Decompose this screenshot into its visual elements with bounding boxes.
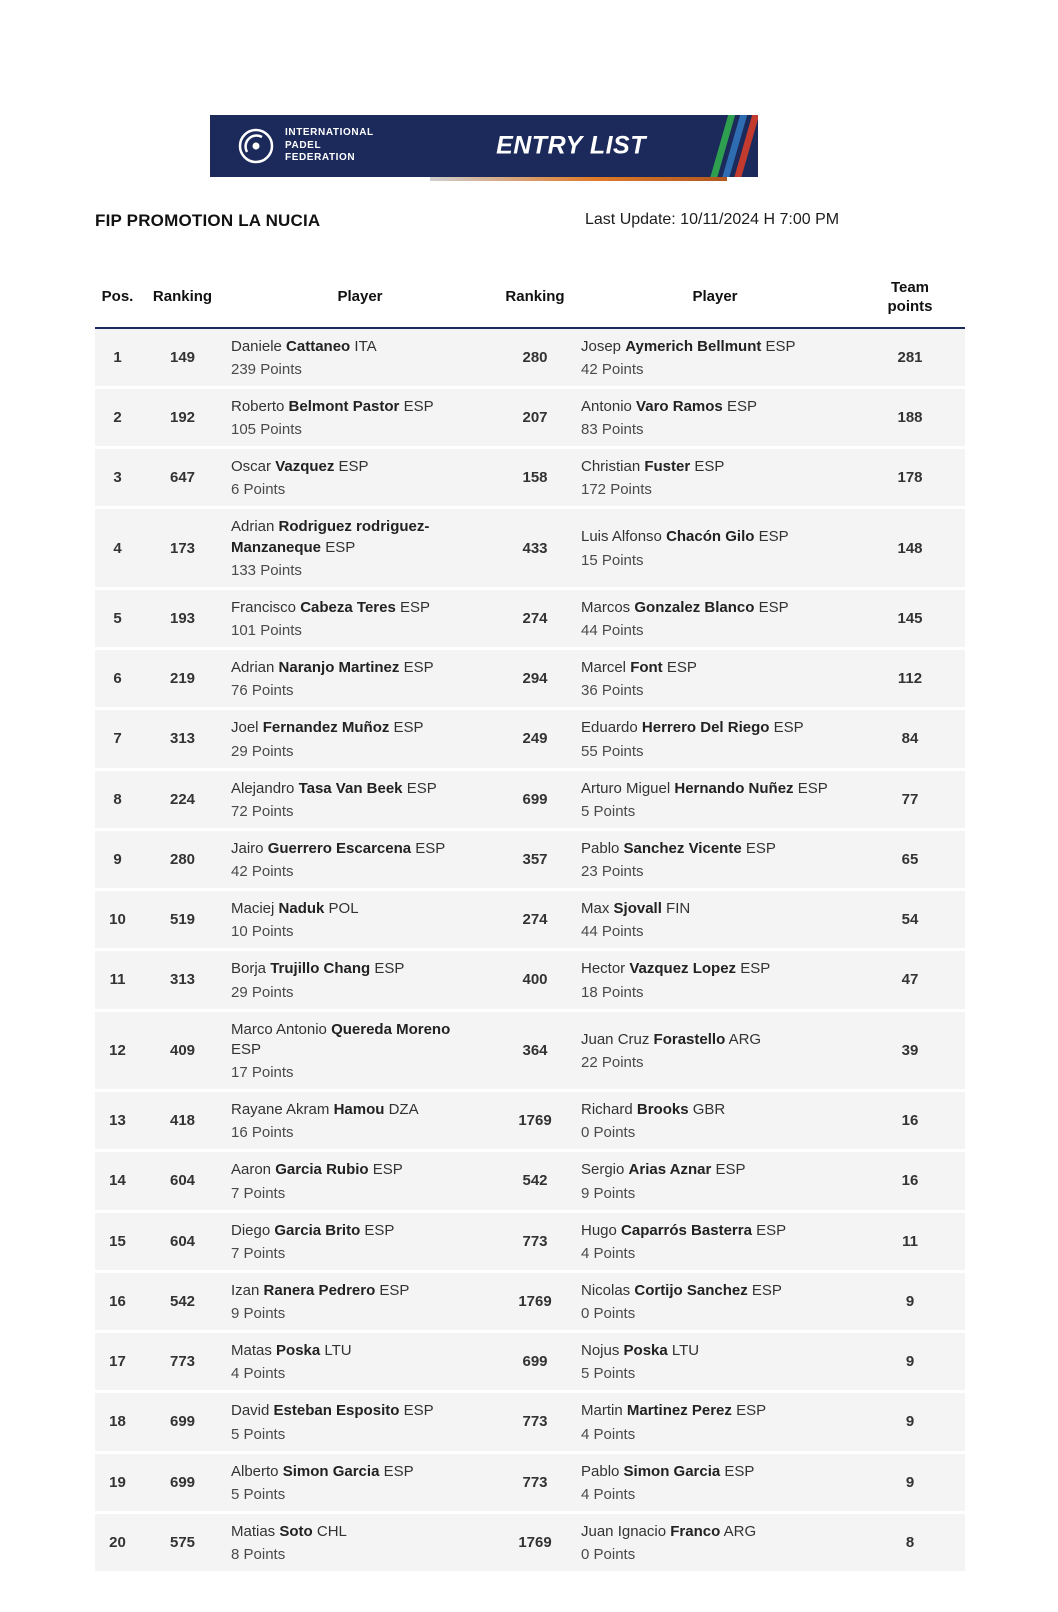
player-points: 29 Points	[231, 742, 294, 760]
player-points: 83 Points	[581, 421, 644, 438]
player-cell-right	[575, 897, 855, 942]
table-row	[95, 1514, 965, 1574]
player-cell-left	[225, 656, 495, 701]
player-points: 10 Points	[231, 923, 294, 941]
ranking-cell-right: 294	[522, 670, 548, 688]
table-header-row	[95, 275, 965, 329]
ranking-cell-right: 773	[522, 1232, 548, 1250]
player-name: Nicolas Cortijo Sanchez ESP	[581, 1281, 782, 1299]
position-cell: 16	[109, 1292, 126, 1310]
position-cell: 17	[109, 1353, 126, 1371]
fip-logo-line3: FEDERATION	[285, 152, 356, 164]
team-points-cell: 188	[897, 408, 923, 426]
ranking-cell-left: 193	[169, 609, 196, 627]
team-points-cell: 65	[901, 850, 919, 868]
table-row	[95, 1092, 965, 1152]
player-cell-right	[575, 1098, 855, 1143]
player-points: 16 Points	[231, 1124, 294, 1142]
player-points: 4 Points	[581, 1485, 636, 1503]
player-points: 23 Points	[581, 863, 644, 880]
player-name: Richard Brooks GBR	[581, 1101, 726, 1118]
ranking-cell-left: 647	[169, 469, 196, 487]
title-bar	[0, 211, 1058, 233]
table-row	[95, 710, 965, 770]
player-name: Adrian Rodriguez rodriguez-Manzaneque ESP	[231, 518, 430, 556]
team-points-cell: 9	[905, 1473, 915, 1491]
player-cell-left	[225, 1219, 495, 1264]
player-name: Eduardo Herrero Del Riego ESP	[581, 719, 804, 737]
ranking-cell-left: 699	[169, 1413, 196, 1431]
player-cell-right	[575, 1279, 855, 1324]
player-points: 72 Points	[231, 802, 294, 820]
table-row	[95, 1393, 965, 1453]
position-cell: 14	[109, 1172, 126, 1190]
position-cell: 20	[109, 1533, 126, 1551]
team-points-cell: 77	[901, 790, 919, 808]
player-cell-left	[225, 837, 495, 882]
team-points-cell: 281	[897, 348, 923, 366]
player-name: Aaron Garcia Rubio ESP	[231, 1161, 403, 1179]
table-row	[95, 329, 965, 389]
player-cell-left	[225, 1399, 495, 1444]
player-name: Josep Aymerich Bellmunt ESP	[581, 337, 796, 355]
player-points: 9 Points	[231, 1305, 286, 1322]
player-name: David Esteban Esposito ESP	[231, 1402, 434, 1420]
position-cell: 12	[109, 1041, 126, 1059]
player-cell-right	[575, 957, 855, 1002]
team-points-cell: 9	[905, 1413, 915, 1431]
ranking-cell-right: 773	[522, 1413, 548, 1431]
table-body	[95, 329, 965, 1575]
player-points: 133 Points	[231, 561, 302, 579]
player-name: Matias Soto CHL	[231, 1522, 347, 1540]
team-points-cell: 39	[901, 1041, 919, 1059]
ranking-cell-right: 433	[522, 539, 548, 557]
player-name: Hugo Caparrós Basterra ESP	[581, 1221, 787, 1239]
team-points-cell: 112	[897, 670, 923, 688]
ranking-cell-right: 400	[522, 971, 548, 989]
position-cell: 10	[109, 911, 126, 929]
position-cell: 9	[113, 850, 122, 868]
player-points: 6 Points	[231, 481, 286, 499]
player-name: Martin Martinez Perez ESP	[581, 1402, 767, 1420]
player-cell-left	[225, 957, 495, 1002]
ranking-cell-left: 224	[169, 790, 196, 808]
column-header-ranking-right: Ranking	[505, 288, 565, 306]
player-name: Hector Vazquez Lopez ESP	[581, 960, 771, 978]
ranking-cell-left: 604	[169, 1172, 196, 1190]
player-points: 44 Points	[581, 622, 644, 639]
player-points: 44 Points	[581, 923, 644, 941]
player-cell-left	[225, 716, 495, 761]
player-cell-right	[575, 837, 855, 882]
player-cell-left	[225, 897, 495, 942]
page	[0, 115, 1058, 1574]
player-name: Maciej Naduk POL	[231, 900, 359, 917]
player-points: 76 Points	[231, 682, 294, 700]
column-header-ranking-left: Ranking	[152, 288, 213, 306]
team-points-cell: 47	[901, 971, 919, 989]
player-name: Izan Ranera Pedrero ESP	[231, 1281, 410, 1299]
player-cell-right	[575, 1460, 855, 1505]
player-name: Luis Alfonso Chacón Gilo ESP	[581, 528, 789, 546]
team-points-cell: 11	[902, 1232, 918, 1250]
player-name: Juan Cruz Forastello ARG	[581, 1030, 762, 1048]
player-name: Alberto Simon Garcia ESP	[231, 1462, 414, 1480]
fip-logo-line2: PADEL	[285, 139, 322, 151]
team-points-cell: 9	[905, 1292, 915, 1310]
player-cell-left	[225, 515, 495, 581]
position-cell: 4	[113, 539, 122, 557]
team-points-cell: 148	[897, 539, 923, 557]
player-points: 0 Points	[581, 1546, 636, 1563]
fip-logo-line1: INTERNATIONAL	[285, 127, 374, 139]
player-cell-right	[575, 1339, 855, 1384]
player-name: Christian Fuster ESP	[581, 458, 725, 475]
player-cell-right	[575, 395, 855, 440]
ranking-cell-right: 280	[522, 348, 548, 366]
player-name: Diego Garcia Brito ESP	[231, 1221, 395, 1239]
player-points: 7 Points	[231, 1244, 286, 1262]
player-cell-left	[225, 1460, 495, 1505]
entry-list-label: ENTRY LIST	[496, 131, 646, 160]
player-name: Adrian Naranjo Martinez ESP	[231, 659, 434, 676]
player-points: 5 Points	[231, 1485, 286, 1503]
player-cell-right	[575, 777, 855, 822]
position-cell: 1	[113, 348, 122, 366]
player-cell-right	[575, 1399, 855, 1444]
player-points: 36 Points	[581, 682, 644, 700]
ranking-cell-left: 575	[169, 1533, 196, 1551]
ranking-cell-left: 409	[169, 1041, 196, 1059]
table-row	[95, 1213, 965, 1273]
player-cell-right	[575, 335, 855, 380]
ranking-cell-right: 249	[522, 730, 548, 748]
header-banner	[210, 115, 758, 177]
page-title: FIP PROMOTION LA NUCIA	[95, 211, 321, 230]
player-cell-left	[225, 455, 495, 500]
ranking-cell-right: 274	[522, 911, 548, 929]
player-cell-right	[575, 1018, 855, 1084]
position-cell: 11	[109, 971, 126, 989]
player-name: Nojus Poska LTU	[581, 1342, 700, 1359]
player-name: Matas Poska LTU	[231, 1342, 352, 1359]
player-cell-left	[225, 596, 495, 641]
player-points: 15 Points	[581, 551, 644, 569]
team-points-cell: 16	[901, 1112, 919, 1130]
ranking-cell-right: 773	[522, 1473, 548, 1491]
player-cell-left	[225, 1339, 495, 1384]
position-cell: 7	[113, 730, 122, 748]
ranking-cell-right: 207	[522, 408, 548, 426]
player-name: Marco Antonio Quereda Moreno ESP	[231, 1020, 451, 1058]
ranking-cell-left: 773	[169, 1353, 196, 1371]
player-name: Juan Ignacio Franco ARG	[581, 1522, 757, 1540]
player-cell-right	[575, 1520, 855, 1565]
player-cell-right	[575, 515, 855, 581]
team-points-cell: 16	[901, 1172, 919, 1190]
player-points: 18 Points	[581, 983, 644, 1001]
player-points: 5 Points	[581, 802, 636, 820]
team-points-cell: 84	[901, 730, 919, 748]
ranking-cell-left: 313	[169, 971, 196, 989]
player-name: Pablo Sanchez Vicente ESP	[581, 839, 776, 857]
column-header-pos: Pos.	[101, 288, 134, 306]
position-cell: 3	[113, 469, 122, 487]
player-name: Marcos Gonzalez Blanco ESP	[581, 598, 789, 616]
player-cell-left	[225, 1098, 495, 1143]
table-row	[95, 590, 965, 650]
player-points: 5 Points	[581, 1365, 636, 1383]
column-header-team-points: Team points	[887, 279, 933, 315]
player-points: 239 Points	[231, 360, 302, 378]
table-row	[95, 951, 965, 1011]
player-name: Francisco Cabeza Teres ESP	[231, 598, 430, 616]
team-points-cell: 178	[897, 469, 923, 487]
column-header-player-right: Player	[692, 288, 738, 306]
player-cell-right	[575, 716, 855, 761]
ranking-cell-left: 542	[169, 1292, 196, 1310]
player-points: 0 Points	[581, 1305, 636, 1322]
ranking-cell-right: 364	[522, 1041, 548, 1059]
position-cell: 13	[109, 1112, 126, 1130]
banner-stripes	[719, 115, 750, 177]
ranking-cell-right: 1769	[518, 1533, 552, 1551]
table-row	[95, 891, 965, 951]
player-name: Marcel Font ESP	[581, 659, 697, 676]
player-name: Jairo Guerrero Escarcena ESP	[231, 839, 446, 857]
player-name: Oscar Vazquez ESP	[231, 458, 369, 475]
fip-logo	[236, 126, 374, 166]
table-row	[95, 1273, 965, 1333]
entry-list-table	[95, 275, 965, 1574]
team-points-cell: 54	[901, 911, 919, 929]
player-points: 172 Points	[581, 481, 652, 499]
ranking-cell-right: 357	[522, 850, 548, 868]
player-name: Joel Fernandez Muñoz ESP	[231, 719, 424, 737]
player-points: 42 Points	[581, 360, 644, 378]
position-cell: 19	[109, 1473, 126, 1491]
ranking-cell-left: 192	[169, 408, 196, 426]
banner-underline	[430, 177, 727, 181]
table-row	[95, 449, 965, 509]
position-cell: 6	[113, 670, 122, 688]
fip-logo-text	[285, 127, 374, 165]
player-name: Borja Trujillo Chang ESP	[231, 960, 405, 978]
player-name: Antonio Varo Ramos ESP	[581, 397, 757, 415]
position-cell: 2	[113, 408, 122, 426]
ranking-cell-right: 274	[522, 609, 548, 627]
player-points: 7 Points	[231, 1184, 286, 1202]
ranking-cell-right: 699	[522, 1353, 548, 1371]
fip-logo-icon	[236, 126, 276, 166]
player-cell-left	[225, 335, 495, 380]
ranking-cell-right: 542	[522, 1172, 548, 1190]
position-cell: 5	[113, 609, 122, 627]
player-name: Max Sjovall FIN	[581, 900, 691, 917]
ranking-cell-left: 173	[169, 539, 196, 557]
table-row	[95, 650, 965, 710]
player-cell-right	[575, 1158, 855, 1203]
player-cell-right	[575, 455, 855, 500]
player-points: 29 Points	[231, 983, 294, 1001]
position-cell: 18	[109, 1413, 126, 1431]
player-name: Roberto Belmont Pastor ESP	[231, 397, 434, 415]
player-cell-left	[225, 1018, 495, 1084]
player-points: 42 Points	[231, 863, 294, 880]
player-name: Rayane Akram Hamou DZA	[231, 1101, 419, 1118]
player-points: 4 Points	[581, 1425, 636, 1443]
table-row	[95, 1333, 965, 1393]
player-cell-left	[225, 395, 495, 440]
ranking-cell-left: 219	[169, 670, 196, 688]
player-points: 8 Points	[231, 1546, 286, 1563]
table-row	[95, 509, 965, 590]
ranking-cell-left: 604	[169, 1232, 196, 1250]
team-points-cell: 9	[905, 1353, 915, 1371]
team-points-cell: 8	[905, 1533, 915, 1551]
player-points: 101 Points	[231, 622, 302, 639]
ranking-cell-left: 149	[169, 348, 196, 366]
player-points: 17 Points	[231, 1064, 294, 1081]
ranking-cell-right: 699	[522, 790, 548, 808]
last-update-text: Last Update: 10/11/2024 H 7:00 PM	[585, 211, 840, 228]
player-points: 105 Points	[231, 421, 302, 438]
player-name: Daniele Cattaneo ITA	[231, 337, 377, 355]
player-points: 5 Points	[231, 1425, 286, 1443]
ranking-cell-left: 418	[169, 1112, 196, 1130]
player-points: 0 Points	[581, 1124, 636, 1142]
player-points: 22 Points	[581, 1053, 644, 1071]
table-row	[95, 831, 965, 891]
table-row	[95, 1454, 965, 1514]
player-cell-left	[225, 1520, 495, 1565]
player-cell-right	[575, 1219, 855, 1264]
player-name: Arturo Miguel Hernando Nuñez ESP	[581, 779, 828, 797]
ranking-cell-right: 1769	[518, 1292, 552, 1310]
table-row	[95, 1152, 965, 1212]
player-name: Pablo Simon Garcia ESP	[581, 1462, 755, 1480]
player-points: 4 Points	[231, 1365, 286, 1383]
player-points: 9 Points	[581, 1184, 636, 1202]
player-cell-right	[575, 656, 855, 701]
ranking-cell-left: 699	[169, 1473, 196, 1491]
ranking-cell-right: 158	[522, 469, 548, 487]
ranking-cell-right: 1769	[518, 1112, 552, 1130]
position-cell: 15	[109, 1232, 126, 1250]
player-name: Alejandro Tasa Van Beek ESP	[231, 779, 437, 797]
player-cell-left	[225, 1158, 495, 1203]
player-cell-left	[225, 1279, 495, 1324]
table-row	[95, 389, 965, 449]
table-row	[95, 771, 965, 831]
ranking-cell-left: 313	[169, 730, 196, 748]
player-cell-right	[575, 596, 855, 641]
team-points-cell: 145	[897, 609, 923, 627]
player-cell-left	[225, 777, 495, 822]
table-row	[95, 1012, 965, 1093]
column-header-player-left: Player	[337, 288, 383, 306]
player-points: 4 Points	[581, 1244, 636, 1262]
ranking-cell-left: 280	[169, 850, 196, 868]
player-points: 55 Points	[581, 742, 644, 760]
player-name: Sergio Arias Aznar ESP	[581, 1161, 746, 1179]
position-cell: 8	[113, 790, 122, 808]
ranking-cell-left: 519	[169, 911, 196, 929]
